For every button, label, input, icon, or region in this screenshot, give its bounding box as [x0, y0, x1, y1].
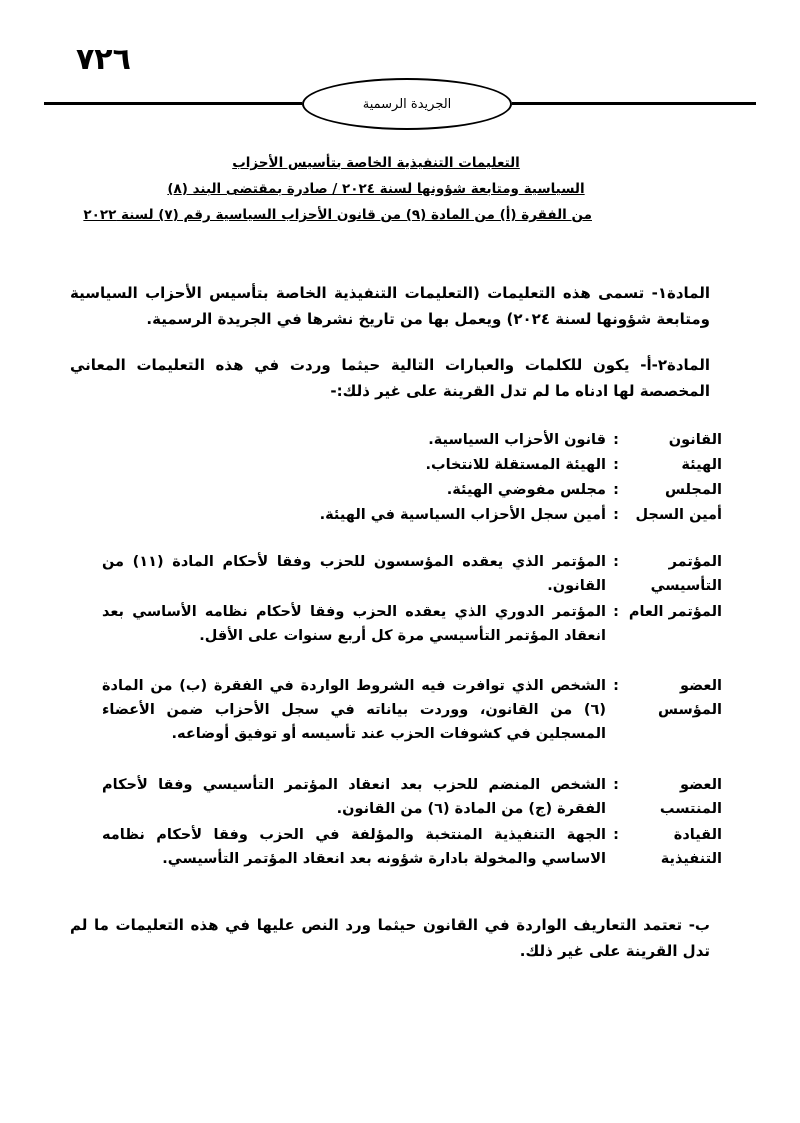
definition-text: الشخص المنضم للحزب بعد انعقاد المؤتمر التأسيسي وفقا لأحكام الفقرة (ج) من المادة (٦) من القانون.: [102, 777, 606, 817]
article-2-intro: المادة٢-أ- يكون للكلمات والعبارات التالية حيثما وردت في هذه التعليمات المعاني المخصصة لها ادناه ما لم تدل القرينة على غير ذلك:-: [70, 356, 710, 400]
definition-row: [102, 674, 722, 746]
definition-colon: :: [613, 554, 619, 570]
definition-colon: :: [613, 507, 619, 523]
gazette-header-label: الجريدة الرسمية: [362, 96, 452, 112]
definition-row: [102, 503, 722, 527]
definition-colon: :: [613, 604, 619, 620]
definition-text: قانون الأحزاب السياسية.: [428, 432, 606, 448]
definition-text: الشخص الذي توافرت فيه الشروط الواردة في الفقرة (ب) من المادة (٦) من القانون، ووردت بياناته في سجل الأحزاب ضمن الأعضاء المسجلين في كشوفات الحزب عند تأسيسه أو توفيق أوضاعه.: [102, 678, 606, 742]
definition-row: [102, 478, 722, 502]
definition-row: [102, 823, 722, 871]
definition-text: الجهة التنفيذية المنتخبة والمؤلفة في الحزب وفقا لأحكام نظامه الاساسي والمخولة بادارة شؤونه بعد انعقاد المؤتمر التأسيسي.: [102, 827, 606, 867]
page-number: ٧٢٦: [76, 42, 131, 77]
definition-colon: :: [613, 482, 619, 498]
definition-term: المجلس: [664, 482, 722, 498]
definition-row: [102, 453, 722, 477]
definition-term: القانون: [668, 432, 722, 448]
header-rule-right: [512, 102, 756, 105]
gazette-header-oval: [302, 78, 512, 130]
definition-term: العضو المؤسس: [658, 678, 722, 718]
definition-text: الهيئة المستقلة للانتخاب.: [425, 457, 606, 473]
definition-term: الهيئة: [681, 457, 722, 473]
definition-row: [102, 600, 722, 648]
definition-colon: :: [613, 432, 619, 448]
title-line: السياسية ومتابعة شؤونها لسنة ٢٠٢٤ / صادرة بمقتضى البند (٨): [167, 181, 585, 197]
definition-term: المؤتمر العام: [628, 604, 722, 620]
definition-term: العضو المنتسب: [659, 777, 722, 817]
definition-colon: :: [613, 678, 619, 694]
document-title: [83, 150, 592, 228]
definition-term: القيادة التنفيذية: [660, 827, 722, 867]
header-rule-left: [44, 102, 302, 105]
definition-row: [102, 773, 722, 821]
title-line: التعليمات التنفيذية الخاصة بتأسيس الأحزاب: [232, 155, 520, 171]
definition-colon: :: [613, 457, 619, 473]
title-line: من الفقرة (أ) من المادة (٩) من قانون الأحزاب السياسية رقم (٧) لسنة ٢٠٢٢: [83, 207, 592, 223]
definition-row: [102, 550, 722, 598]
definition-text: مجلس مفوضي الهيئة.: [446, 482, 606, 498]
definition-term: المؤتمر التأسيسي: [650, 554, 722, 594]
definition-text: أمين سجل الأحزاب السياسية في الهيئة.: [319, 507, 606, 523]
definition-text: المؤتمر الدوري الذي يعقده الحزب وفقا لأحكام نظامه الأساسي بعد انعقاد المؤتمر التأسيسي مرة كل أربع سنوات على الأقل.: [102, 604, 606, 644]
definition-colon: :: [613, 827, 619, 843]
definition-term: أمين السجل: [635, 507, 722, 523]
definition-text: المؤتمر الذي يعقده المؤسسون للحزب وفقا لأحكام المادة (١١) من القانون.: [102, 554, 607, 594]
article-1: المادة١- تسمى هذه التعليمات (التعليمات التنفيذية الخاصة بتأسيس الأحزاب السياسية ومتابعة شؤونها لسنة ٢٠٢٤) ويعمل بها من تاريخ نشرها في الجريدة الرسمية.: [70, 284, 710, 328]
article-2-b: ب- تعتمد التعاريف الواردة في القانون حيثما ورد النص عليها في هذه التعليمات ما لم تدل القرينة على غير ذلك.: [70, 916, 710, 960]
definition-colon: :: [613, 777, 619, 793]
definition-row: [102, 428, 722, 452]
